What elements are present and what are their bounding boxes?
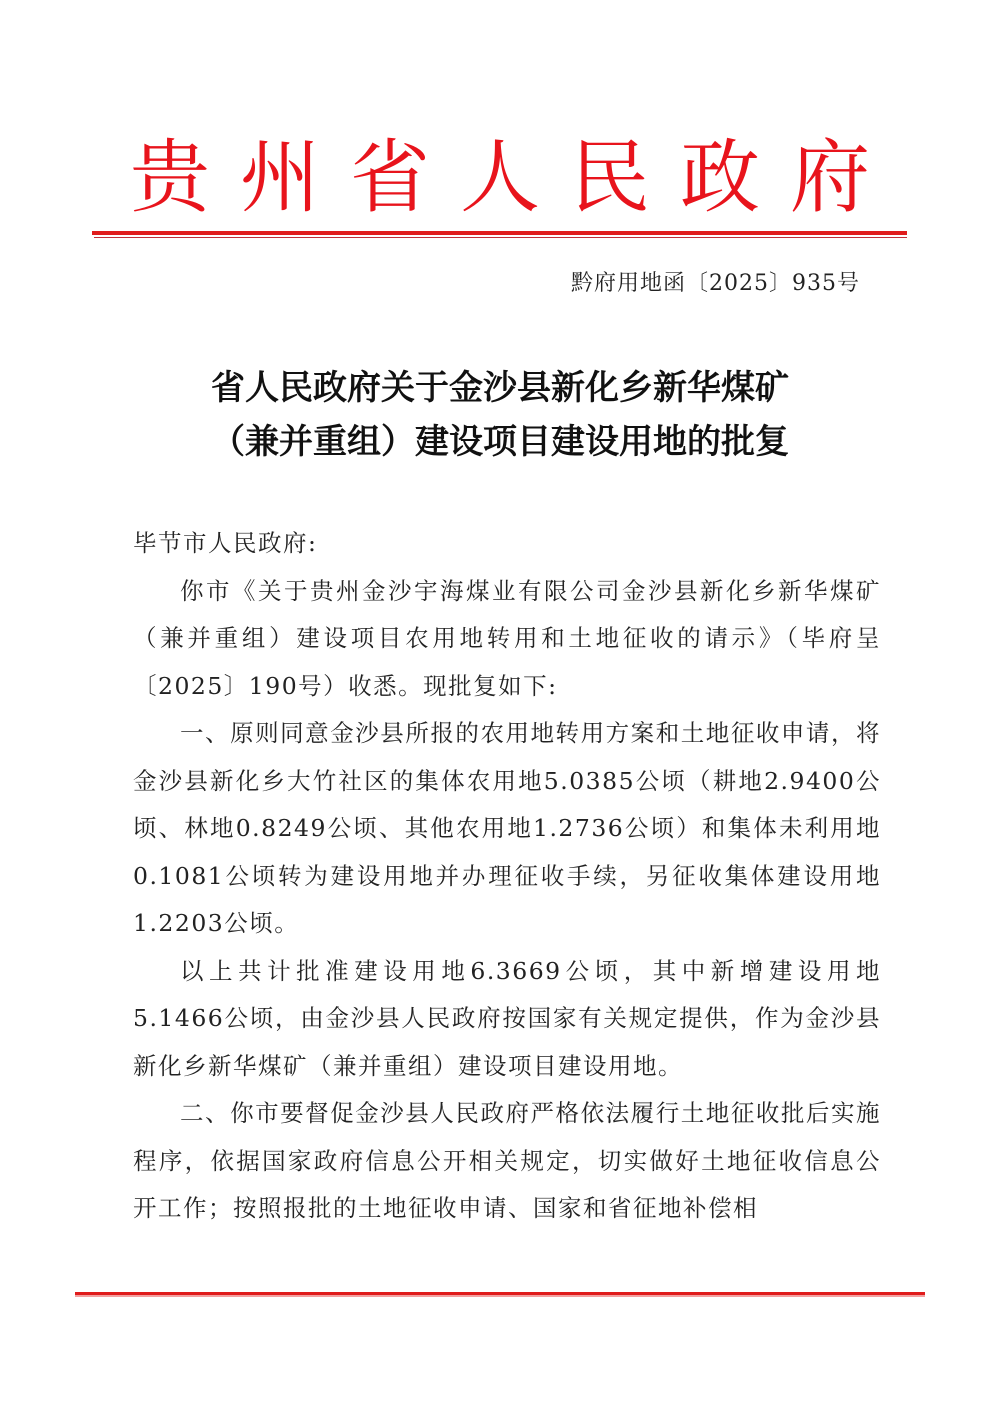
- paragraph-item-one: 一、原则同意金沙县所报的农用地转用方案和土地征收申请，将金沙县新化乡大竹社区的集体农用地5.0385公顷（耕地2.9400公顷、林地0.8249公顷、其他农用地1.2736公顷）和集体未利用地0.1081公顷转为建设用地并办理征收手续，另征收集体建设用地1.2203公顷。: [133, 719, 881, 937]
- document-title-line-1: 省人民政府关于金沙县新化乡新华煤矿: [211, 368, 789, 408]
- footer-rule-shadow: [75, 1295, 925, 1297]
- document-body: [133, 520, 881, 1233]
- paragraph-receipt: 你市《关于贵州金沙宇海煤业有限公司金沙县新化乡新华煤矿（兼并重组）建设项目农用地转用和土地征收的请示》（毕府呈〔2025〕190号）收悉。现批复如下:: [133, 576, 881, 700]
- masthead-rule-thick: [92, 231, 907, 235]
- masthead-rule-thin: [94, 237, 907, 238]
- paragraph-item-two: 二、你市要督促金沙县人民政府严格依法履行土地征收批后实施程序，依据国家政府信息公开相关规定，切实做好土地征收信息公开工作；按照报批的土地征收申请、国家和省征地补偿相: [133, 1099, 881, 1222]
- addressee: 毕节市人民政府:: [133, 529, 318, 557]
- masthead-issuer: 贵州省人民政府: [130, 131, 900, 224]
- paragraph-total: 以上共计批准建设用地6.3669公顷，其中新增建设用地5.1466公顷，由金沙县人民政府按国家有关规定提供，作为金沙县新化乡新华煤矿（兼并重组）建设项目建设用地。: [133, 956, 881, 1080]
- document-title-line-2: （兼并重组）建设项目建设用地的批复: [211, 422, 789, 462]
- document-number: 黔府用地函〔2025〕935号: [571, 271, 860, 296]
